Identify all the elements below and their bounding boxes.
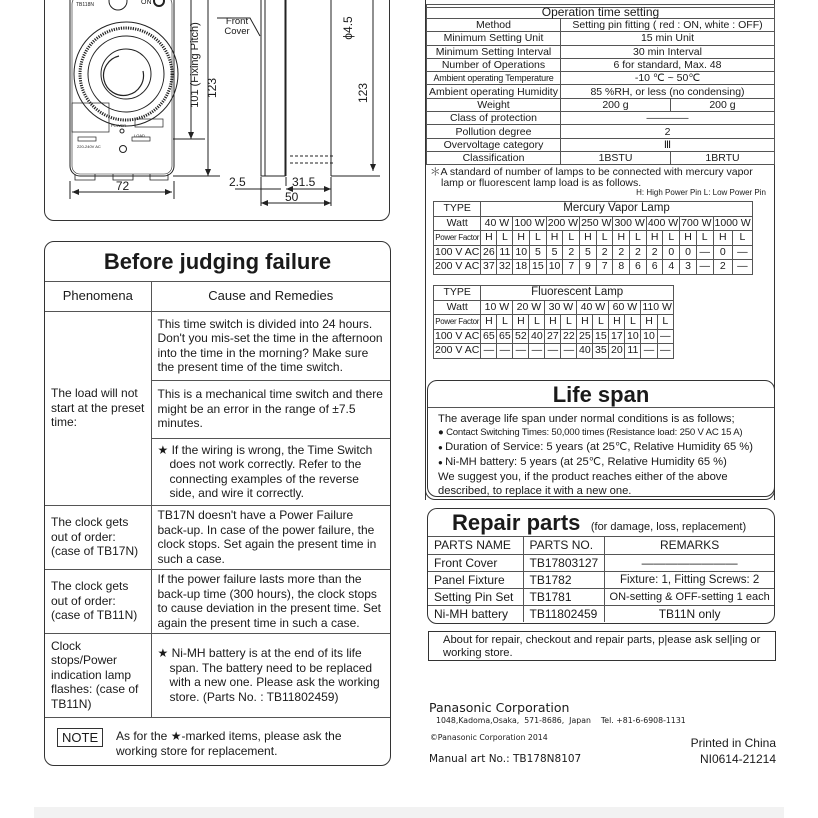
spec-value: 1BSTU xyxy=(560,151,670,164)
voltage-label: 100 V AC xyxy=(435,245,480,258)
col-phenomena: Phenomena xyxy=(45,282,151,311)
spec-value: 6 for standard, Max. 48 xyxy=(560,58,774,71)
spec-row xyxy=(427,85,775,98)
lamp-count: 3 xyxy=(680,260,697,275)
lamp-count: 2 xyxy=(563,245,580,260)
col-remarks: REMARKS xyxy=(605,537,774,554)
model-label: TB118N xyxy=(76,2,94,8)
part-remarks: ON-setting & OFF-setting 1 each xyxy=(605,588,774,605)
spec-value: 15 min Unit xyxy=(560,32,774,45)
part-name: Panel Fixture xyxy=(428,571,523,588)
watt-label: Watt xyxy=(434,300,481,315)
power-factor-value: L xyxy=(696,231,713,246)
spec-row xyxy=(427,112,775,125)
spec-row xyxy=(427,19,775,32)
spec-value: Ⅲ xyxy=(560,138,774,151)
power-factor-value: L xyxy=(630,231,647,246)
power-factor-value: L xyxy=(663,231,680,246)
dim-height-side: 123 xyxy=(356,82,370,104)
spec-label: Weight xyxy=(427,98,561,111)
lamp-row xyxy=(434,260,753,275)
dimension-diagram-panel xyxy=(44,0,390,221)
dim-d2: 31.5 xyxy=(292,175,316,189)
spec-row xyxy=(427,138,775,151)
lamp-count: 40 xyxy=(577,344,593,359)
spec-label: Overvoltage category xyxy=(427,138,561,151)
spec-label: Minimum Setting Interval xyxy=(427,45,561,58)
failure-row xyxy=(45,633,390,717)
lamp-count: 4 xyxy=(663,260,680,275)
lamp-count: — xyxy=(497,344,513,359)
lamp-row xyxy=(434,329,674,344)
lamp-count: 52 xyxy=(513,329,529,344)
manual-number: Manual art No.: TB178N8107 xyxy=(429,753,582,765)
lamp-count: — xyxy=(657,344,673,359)
lamp-count: 65 xyxy=(497,329,513,344)
watt-value: 250 W xyxy=(581,216,612,229)
lamp-count: 8 xyxy=(613,260,630,275)
power-factor-value: H xyxy=(513,315,529,330)
power-factor-label: Power Factor xyxy=(434,231,481,246)
lamp-count: 10 xyxy=(513,245,530,260)
bullet-icon: ● xyxy=(438,427,447,438)
lamp-count: 9 xyxy=(580,260,597,275)
lamp-count: 18 xyxy=(513,260,530,275)
repair-title: Repair parts xyxy=(452,510,581,535)
power-factor-value: H xyxy=(609,315,625,330)
watt-value: 300 W xyxy=(614,216,645,229)
failure-table xyxy=(45,282,390,718)
phenomenon: Clock stops/Power indication lamp flashes: (case of TB11N) xyxy=(45,633,151,717)
lamp-row xyxy=(434,245,753,260)
lifespan-outro: We suggest you, if the product reaches either of the above described, to replace it with a new one. xyxy=(438,471,728,497)
spec-row xyxy=(427,72,775,85)
voltage-label: 200 V AC xyxy=(435,260,480,273)
voltage-label: 100 V AC xyxy=(435,329,480,342)
cause: ★ Ni-MH battery is at the end of its life span. The battery need to be replaced with a new one. Please ask the working store. (Parts No. : TB11802459) xyxy=(151,633,390,717)
mercury-lamp-table xyxy=(433,201,753,275)
lamp-count: 0 xyxy=(680,245,697,260)
lamp-count: 11 xyxy=(497,245,513,260)
part-remarks: ———————— xyxy=(605,554,774,571)
lamp-count: — xyxy=(561,344,577,359)
device-front-outline xyxy=(70,0,174,176)
lamp-row xyxy=(434,344,674,359)
spec-label: Minimum Setting Unit xyxy=(427,32,561,45)
lifespan-intro: The average life span under normal conditions is as follows; xyxy=(438,413,735,425)
power-factor-value: L xyxy=(497,315,513,330)
lifespan-item: ● Contact Switching Times: 50,000 times (Resistance load: 250 V AC 15 A) xyxy=(438,427,743,438)
power-factor-value: H xyxy=(580,231,597,246)
lamp-count: 0 xyxy=(663,245,680,260)
failure-row xyxy=(45,311,390,380)
repair-row xyxy=(428,605,774,622)
voltage-label: 220-240V AC xyxy=(77,144,101,149)
spec-label: Pollution degree xyxy=(427,125,561,138)
spec-value: 200 g xyxy=(560,98,670,111)
repair-row xyxy=(428,554,774,571)
power-factor-value: L xyxy=(657,315,673,330)
lamp-count: — xyxy=(481,344,497,359)
watt-label: Watt xyxy=(434,216,481,231)
repair-panel xyxy=(427,508,775,624)
spec-label: Class of protection xyxy=(427,112,561,125)
spec-label: Method xyxy=(427,19,561,32)
part-remarks: Fixture: 1, Fitting Screws: 2 xyxy=(605,571,774,588)
lamp-count: 5 xyxy=(546,245,563,260)
watt-value: 30 W xyxy=(545,300,577,315)
fluorescent-title: Fluorescent Lamp xyxy=(481,286,674,301)
watt-value: 40 W xyxy=(481,216,513,231)
repair-row xyxy=(428,588,774,605)
watt-value: 200 W xyxy=(547,216,579,229)
lamp-count: 7 xyxy=(563,260,580,275)
dim-height-front: 123 xyxy=(205,77,219,99)
spec-label: Ambient operating Temperature xyxy=(427,72,561,85)
power-factor-value: H xyxy=(713,231,733,246)
load-label: LOAD xyxy=(134,133,145,138)
failure-row xyxy=(45,505,390,569)
power-factor-value: H xyxy=(680,231,697,246)
lamp-count: 26 xyxy=(481,245,497,260)
lamp-count: 0 xyxy=(713,245,733,260)
lamp-count: — xyxy=(696,260,713,275)
spec-row xyxy=(427,98,775,111)
lamp-count: 2 xyxy=(613,245,630,260)
spec-label: Number of Operations xyxy=(427,58,561,71)
spec-label: Classification xyxy=(427,151,561,164)
lamp-count: 2 xyxy=(630,245,647,260)
part-no: TB11802459 xyxy=(523,605,605,622)
power-factor-value: H xyxy=(613,231,630,246)
lamp-count: 32 xyxy=(497,260,513,275)
lamp-count: 10 xyxy=(641,329,657,344)
spec-value: 85 %RH, or less (no condensing) xyxy=(560,85,774,98)
failure-row xyxy=(45,569,390,633)
power-factor-value: L xyxy=(561,315,577,330)
power-factor-value: H xyxy=(641,315,657,330)
lamp-count: 6 xyxy=(646,260,663,275)
type-label: TYPE xyxy=(434,286,481,301)
spec-section-title: Operation time setting xyxy=(427,5,775,19)
bullet-icon: ● xyxy=(438,458,446,467)
power-factor-value: H xyxy=(481,315,497,330)
part-name: Ni-MH battery xyxy=(428,605,523,622)
spec-row xyxy=(427,32,775,45)
spec-value: -10 ℃ ~ 50℃ xyxy=(560,72,774,85)
company-address: 1048,Kadoma,Osaka, 571-8686, Japan Tel. +81-6-6908-1131 xyxy=(436,716,686,725)
spec-row xyxy=(427,151,775,164)
power-factor-value: L xyxy=(497,231,513,246)
lamp-count: — xyxy=(696,245,713,260)
lamp-count: 25 xyxy=(577,329,593,344)
failure-panel xyxy=(44,241,391,766)
part-no: TB1781 xyxy=(523,588,605,605)
lifespan-item: ● Duration of Service: 5 years (at 25℃, Relative Humidity 65 %) xyxy=(438,441,753,453)
timer-dial-outer xyxy=(74,22,178,126)
cause: This is a mechanical time switch and there might be an error in the range of ±7.5 minutes. xyxy=(151,380,390,438)
lamp-note: ＊A standard of number of lamps to be connected with mercury vapor lamp or fluorescent lamp load is as follows. xyxy=(430,166,753,189)
lamp-count: 2 xyxy=(713,260,733,275)
power-label: POWER xyxy=(111,123,127,128)
watt-value: 110 W xyxy=(642,300,672,313)
note-badge: NOTE xyxy=(57,728,103,747)
lamp-count: — xyxy=(641,344,657,359)
lamp-count: 10 xyxy=(546,260,563,275)
lifespan-title: Life span xyxy=(428,381,774,408)
spec-row xyxy=(427,45,775,58)
power-factor-value: L xyxy=(563,231,580,246)
watt-value: 400 W xyxy=(647,216,679,229)
lamp-count: 2 xyxy=(596,245,613,260)
watt-value: 700 W xyxy=(681,216,712,229)
spec-value: 30 min Interval xyxy=(560,45,774,58)
lamp-count: — xyxy=(733,245,753,260)
lamp-count: 40 xyxy=(529,329,545,344)
printed-in: Printed in China xyxy=(690,736,776,750)
mercury-title: Mercury Vapor Lamp xyxy=(481,202,752,217)
repair-notice: About for repair, checkout and repair parts, p|ease ask sel|ing or working store. xyxy=(428,631,776,661)
dim-depth: 50 xyxy=(285,190,299,204)
spec-value: 1BRTU xyxy=(670,151,774,164)
spec-table xyxy=(426,4,775,165)
lamp-count: 15 xyxy=(593,329,609,344)
repair-row xyxy=(428,571,774,588)
pin-legend: H: High Power Pin L: Low Power Pin xyxy=(636,188,766,197)
col-parts-no: PARTS NO. xyxy=(523,537,605,554)
dim-fixing-pitch: 101 (Fixing Pitch) xyxy=(189,22,201,108)
cause: ★ If the wiring is wrong, the Time Switch does not work correctly. Refer to the connecting examples of the reverse side, and wire it correctly. xyxy=(151,438,390,505)
type-label: TYPE xyxy=(434,202,481,217)
spec-value: 2 xyxy=(560,125,774,138)
spec-value: ———— xyxy=(560,112,774,125)
part-name: Front Cover xyxy=(428,554,523,571)
front-cover-label: Front Cover xyxy=(224,16,250,37)
fluorescent-lamp-table xyxy=(433,285,674,359)
power-factor-value: L xyxy=(596,231,613,246)
lamp-count: 11 xyxy=(625,344,641,359)
power-factor-value: H xyxy=(481,231,497,246)
spec-value: Setting pin fitting ( red : ON, white : OFF) xyxy=(560,19,774,32)
lamp-count: — xyxy=(513,344,529,359)
power-factor-value: H xyxy=(513,231,530,246)
lamp-count: 35 xyxy=(593,344,609,359)
watt-value: 10 W xyxy=(481,300,513,315)
dim-hole: ϕ4.5 xyxy=(341,16,355,40)
watt-value: 20 W xyxy=(513,300,545,315)
lamp-count: 6 xyxy=(630,260,647,275)
watt-value: 60 W xyxy=(609,300,641,315)
lamp-count: 7 xyxy=(596,260,613,275)
watt-value: 40 W xyxy=(577,300,609,315)
lamp-count: 10 xyxy=(625,329,641,344)
lamp-count: 27 xyxy=(545,329,561,344)
lamp-count: — xyxy=(545,344,561,359)
lamp-count: — xyxy=(529,344,545,359)
power-factor-label: Power Factor xyxy=(434,315,481,330)
cause: If the power failure lasts more than the back-up time (300 hours), the clock stops to cause deviation in the present time. Set again the present time in such a case. xyxy=(151,569,390,633)
cause: This time switch is divided into 24 hours. Don't you mis-set the time in the afternoon into the time in the morning? Make sure the present time of the time switch. xyxy=(151,311,390,380)
power-factor-value: L xyxy=(529,315,545,330)
part-remarks: TB11N only xyxy=(605,605,774,622)
print-code: NI0614-21214 xyxy=(699,752,776,766)
repair-subtitle: (for damage, loss, replacement) xyxy=(590,521,747,533)
lamp-count: 15 xyxy=(530,260,547,275)
lamp-count: — xyxy=(657,329,673,344)
power-factor-value: H xyxy=(577,315,593,330)
part-name: Setting Pin Set xyxy=(428,588,523,605)
repair-table xyxy=(428,537,774,622)
lifespan-panel xyxy=(427,380,775,497)
lamp-count: 2 xyxy=(646,245,663,260)
lamp-count: 37 xyxy=(481,260,497,275)
lifespan-item: ● Ni-MH battery: 5 years (at 25℃, Relative Humidity 65 %) xyxy=(438,456,727,468)
part-no: TB1782 xyxy=(523,571,605,588)
spec-label: Ambient operating Humidity xyxy=(427,85,561,98)
power-factor-value: H xyxy=(646,231,663,246)
lamp-count: — xyxy=(733,260,753,275)
part-no: TB17803127 xyxy=(523,554,605,571)
spec-value: 200 g xyxy=(670,98,774,111)
watt-value: 1000 W xyxy=(714,216,751,229)
note-text: As for the ★-marked items, please ask the working store for replacement. xyxy=(116,729,342,758)
col-causes: Cause and Remedies xyxy=(151,282,390,311)
phenomenon: The clock gets out of order: (case of TB17N) xyxy=(45,505,151,569)
lamp-count: 5 xyxy=(580,245,597,260)
power-factor-value: L xyxy=(530,231,547,246)
dim-d1: 2.5 xyxy=(229,175,246,189)
power-factor-value: L xyxy=(593,315,609,330)
lamp-count: 65 xyxy=(481,329,497,344)
failure-title: Before judging failure xyxy=(45,242,390,282)
lamp-count: 17 xyxy=(609,329,625,344)
power-factor-value: H xyxy=(545,315,561,330)
bullet-icon: ● xyxy=(438,443,446,452)
power-factor-value: L xyxy=(625,315,641,330)
phenomenon: The clock gets out of order: (case of TB11N) xyxy=(45,569,151,633)
spec-row xyxy=(427,58,775,71)
lamp-count: 20 xyxy=(609,344,625,359)
watt-value: 100 W xyxy=(514,216,545,229)
on-label: ON xyxy=(141,0,152,6)
voltage-label: 200 V AC xyxy=(435,344,480,357)
lamp-count: 5 xyxy=(530,245,547,260)
phenomenon: The load will not start at the preset time: xyxy=(45,311,151,505)
bottom-bar xyxy=(34,807,784,818)
copyright: ©Panasonic Corporation 2014 xyxy=(430,733,548,742)
dim-width: 72 xyxy=(115,179,130,193)
company-name: Panasonic Corporation xyxy=(429,700,570,715)
power-factor-value: H xyxy=(546,231,563,246)
spec-row xyxy=(427,125,775,138)
lamp-count: 22 xyxy=(561,329,577,344)
power-factor-value: L xyxy=(733,231,753,246)
col-parts-name: PARTS NAME xyxy=(428,537,523,554)
cause: TB17N doesn't have a Power Failure back-up. In case of the power failure, the clock stops. Set again the present time in such a case. xyxy=(151,505,390,569)
